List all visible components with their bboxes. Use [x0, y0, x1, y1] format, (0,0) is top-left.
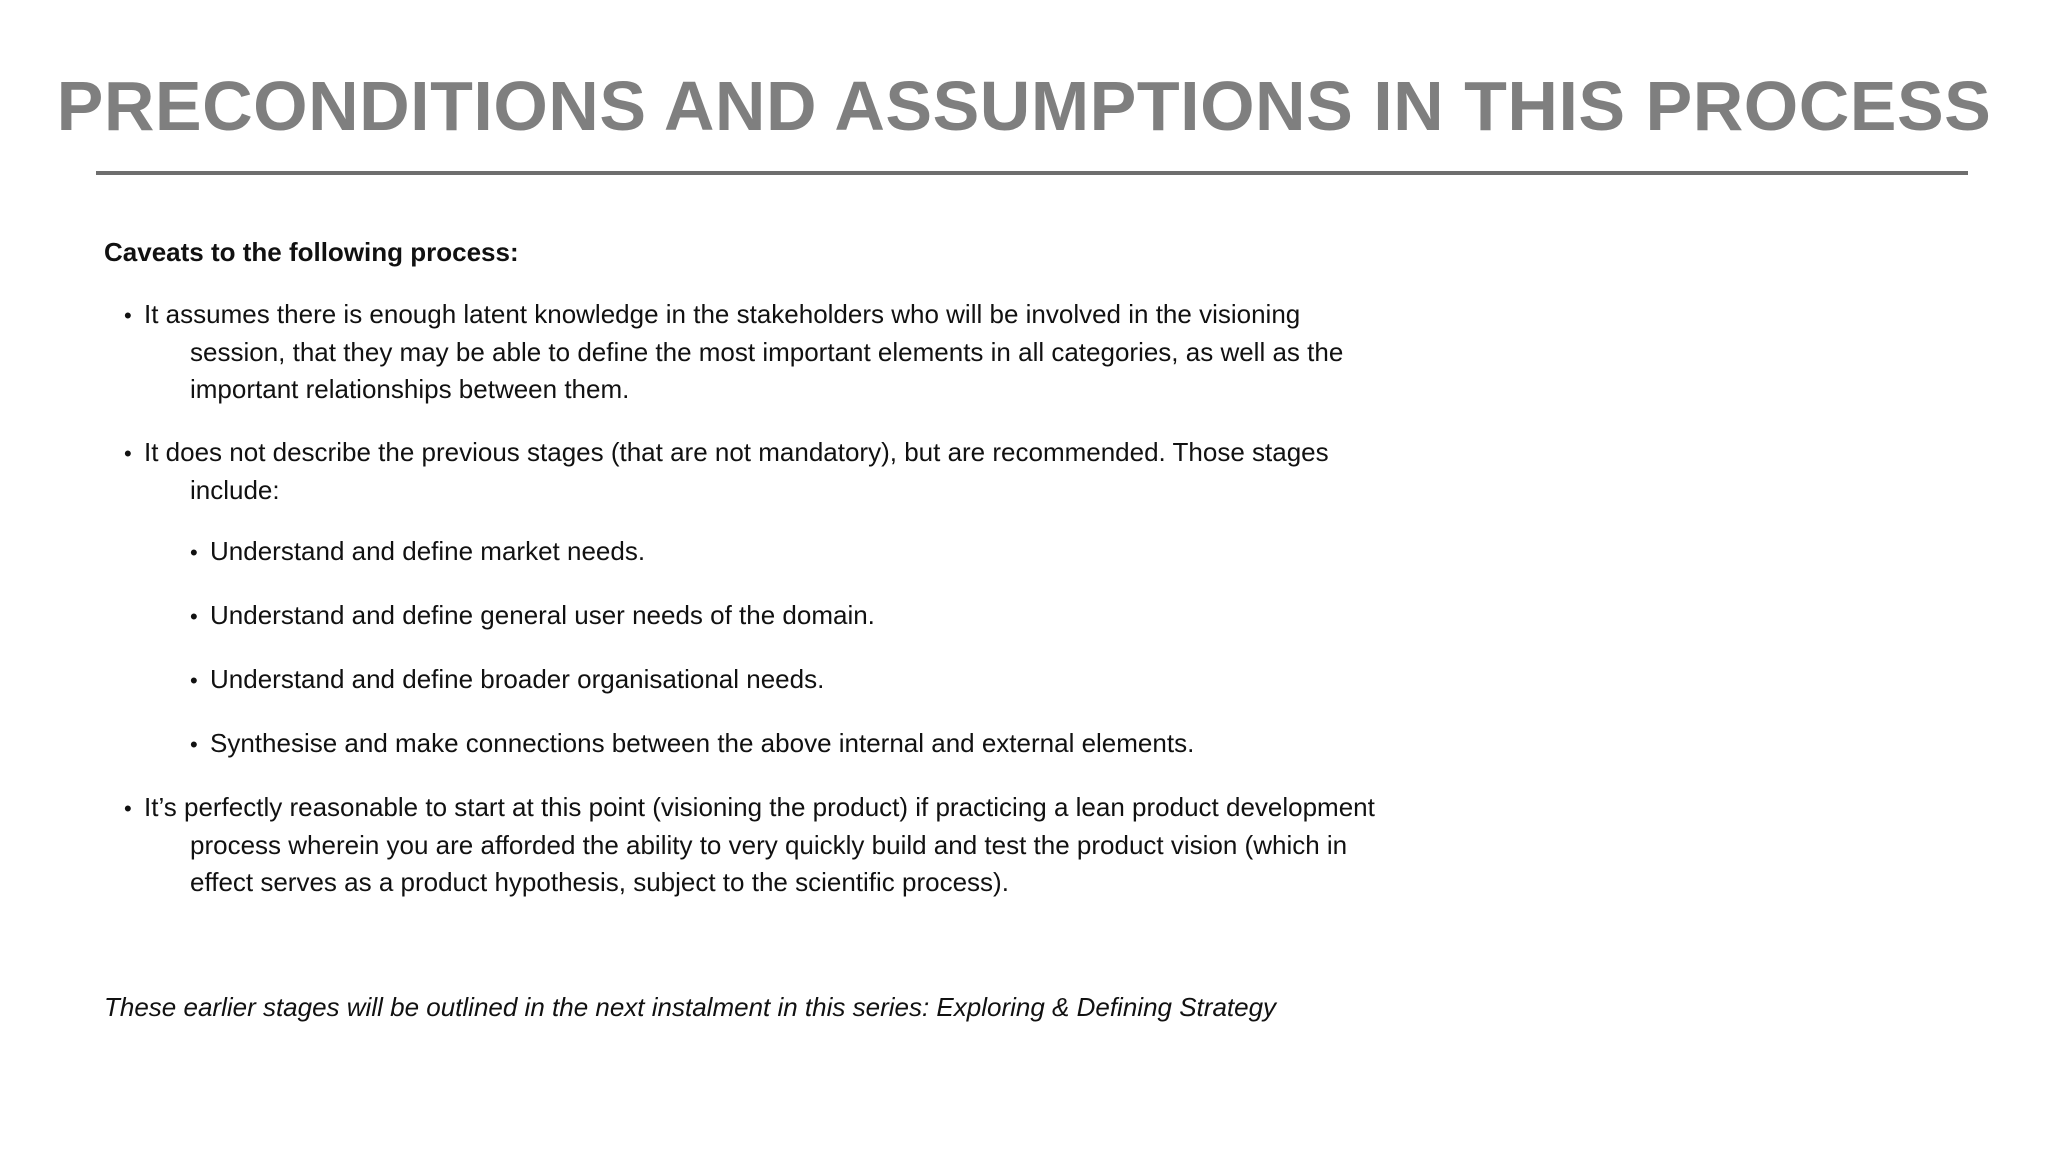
caveats-heading: Caveats to the following process: [104, 237, 519, 267]
sub-bullet-item [104, 533, 1384, 571]
title-divider [96, 171, 1968, 175]
bullet-icon: • [124, 441, 132, 466]
bullet-icon: • [190, 604, 198, 629]
bullet-item-lean-process [104, 789, 1384, 901]
bullet-item-previous-stages [104, 434, 1384, 509]
bullet-icon: • [190, 540, 198, 565]
footnote: These earlier stages will be outlined in the next instalment in this series: Exploring & Defining Strategy [104, 992, 1277, 1022]
bullet-text: It assumes there is enough latent knowledge in the stakeholders who will be involved in the visioning session, that they may be able to define the most important elements in all categories, as well as the important relationships between them. [144, 299, 1344, 404]
bullet-icon: • [190, 668, 198, 693]
sub-bullet-text: Understand and define broader organisational needs. [210, 664, 825, 694]
bullet-icon: • [124, 303, 132, 328]
bullet-item-latent-knowledge [104, 296, 1384, 408]
bullet-icon: • [190, 732, 198, 757]
sub-bullet-text: Synthesise and make connections between the above internal and external elements. [210, 728, 1195, 758]
sub-bullet-item [104, 597, 1384, 635]
sub-bullet-text: Understand and define general user needs of the domain. [210, 600, 875, 630]
previous-stages-list [104, 533, 1384, 763]
slide-title: PRECONDITIONS AND ASSUMPTIONS IN THIS PROCESS [56, 67, 1992, 145]
sub-bullet-item [104, 661, 1384, 699]
sub-bullet-text: Understand and define market needs. [210, 536, 646, 566]
bullet-icon: • [124, 796, 132, 821]
bullet-text: It does not describe the previous stages (that are not mandatory), but are recommended. Those stages include: [144, 437, 1329, 505]
sub-bullet-item [104, 725, 1384, 763]
bullet-text: It’s perfectly reasonable to start at this point (visioning the product) if practicing a lean product development process wherein you are afforded the ability to very quickly build and test the product vision (which in effect serves as a product hypothesis, subject to the scientific process). [144, 792, 1375, 897]
caveats-section [104, 234, 1384, 927]
